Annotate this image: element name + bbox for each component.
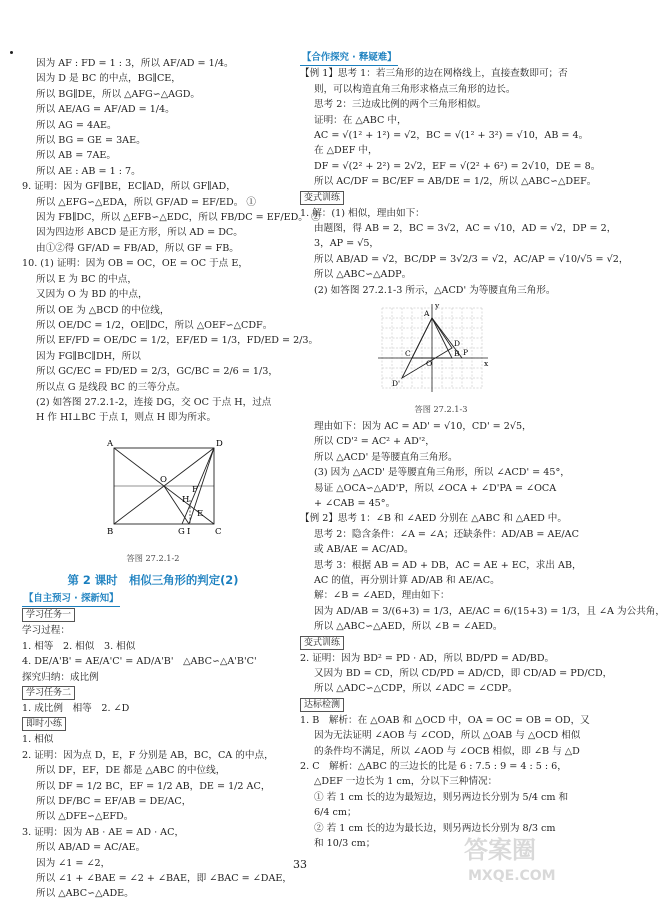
label-O: O: [160, 474, 167, 485]
text-line: 思考 2：隐含条件：∠A = ∠A；还缺条件：AD/AB = AE/AC: [314, 528, 579, 540]
grid-label-B: B: [454, 349, 460, 359]
text-line: 6/4 cm；: [314, 807, 357, 819]
text-line: 因为 ∠1 = ∠2，: [36, 857, 111, 869]
text-line: 理由如下：因为 AC = AD' = √10，CD' = 2√5，: [314, 420, 532, 432]
grid-label-C: C: [405, 349, 411, 359]
figure-27-2-1-2: [22, 430, 284, 567]
label-A: A: [107, 438, 114, 449]
text-line: 所以 △ABC∽△AED，所以 ∠B = ∠AED。: [314, 621, 503, 633]
text-line: 10. (1) 证明：因为 OB = OC，OE = OC 于点 E，: [22, 258, 248, 270]
text-line: 1. B 解析：在 △OAB 和 △OCD 中，OA = OC = OB = OD，又: [300, 714, 590, 726]
text-line: 所以 AE/AG = AF/AD = 1/4。: [36, 104, 175, 116]
text-line: 1. 解：(1) 相似，理由如下：: [300, 207, 425, 219]
label-G: G: [178, 526, 185, 537]
text-line: 【例 2】思考 1：∠B 和 ∠AED 分别在 △ABC 和 △AED 中。: [300, 513, 567, 525]
text-line: + ∠CAB = 45°。: [314, 497, 396, 509]
label-I: I: [187, 526, 191, 537]
label-C: C: [215, 526, 222, 537]
grid-label-D-prime: D': [392, 379, 401, 389]
text-line: 思考 3：根据 AB = AD + DB，AC = AE + EC，求出 AB，: [314, 559, 582, 571]
grid-label-A: A: [424, 309, 430, 319]
label-D: D: [216, 438, 223, 449]
text-line: 1. 相似: [22, 734, 54, 746]
text-line: 所以 AE : AB = 1 : 7。: [36, 165, 141, 177]
text-line: 所以 △ABC∽△ADE。: [36, 888, 134, 900]
section-explore-tag: 【合作探究 · 释疑难】: [300, 50, 398, 66]
text-line: 1. 相等 2. 相似 3. 相似: [22, 640, 136, 652]
text-line: 的条件均不满足，所以 ∠AOD 与 ∠OCB 相似，即 ∠B 与 △D: [314, 745, 580, 757]
text-line: AC 的值，再分别计算 AD/AB 和 AE/AC。: [314, 574, 500, 586]
text-line: 所以 DF/BC = EF/AB = DE/AC，: [36, 796, 192, 808]
watermark-logo: [458, 826, 578, 886]
text-line: 由①②得 GF/AD = FB/AD，所以 GF = FB。: [36, 242, 239, 254]
text-line: 则，可以构造直角三角形求格点三角形的边长。: [314, 83, 516, 95]
label-H: H: [182, 494, 190, 505]
text-line: 因为 AD/AB = 3/(6+3) = 1/3，AE/AC = 6/(15+3) = 1/3，且 ∠A 为公共角，: [314, 605, 665, 617]
text-line: 因为无法证明 ∠AOB 与 ∠COD，所以 △OAB 与 △OCD 相似: [314, 730, 581, 742]
text-line: (2) 如答图 27.2.1-3 所示，△ACD' 为等腰直角三角形。: [314, 284, 556, 296]
text-line: 所以 AG = 4AE。: [36, 119, 117, 131]
text-line: DF = √(2² + 2²) = 2√2，EF = √(2² + 6²) = 2√10，DE = 8。: [314, 160, 601, 172]
text-line: 因为 AF : FD = 1 : 3，所以 AF/AD = 1/4。: [36, 58, 234, 69]
grid-label-x: x: [484, 359, 489, 369]
lesson-title: 第 2 课时 相似三角形的判定(2): [67, 572, 239, 587]
text-line: (2) 如答图 27.2.1-2，连接 DG，交 OC 于点 H，过点: [36, 396, 272, 408]
text-line: 3，AP = √5，: [314, 238, 380, 250]
text-line: 证明：在 △ABC 中，: [314, 114, 407, 126]
grid-label-P: P: [463, 348, 469, 358]
text-line: 学习任务一: [22, 607, 284, 623]
text-line: 所以 △ACD' 是等腰直角三角形。: [314, 451, 458, 463]
grid-label-O: O: [426, 359, 433, 369]
text-line: 2. 证明：因为点 D，E，F 分别是 AB，BC，CA 的中点，: [22, 749, 274, 761]
text-line: ① 若 1 cm 长的边为最短边，则另两边长分别为 5/4 cm 和: [314, 791, 569, 803]
text-line: 即时小练: [22, 716, 284, 732]
text-line: 所以 DF = 1/2 BC，EF = 1/2 AB，DE = 1/2 AC，: [36, 780, 271, 792]
text-line: 学习任务二: [22, 685, 284, 701]
text-line: △DEF 一边长为 1 cm，分以下三种情况：: [314, 776, 498, 788]
grid-label-y: y: [435, 301, 440, 311]
text-line: 达标检测: [300, 697, 582, 713]
text-line: 所以 △ABC∽△ADP。: [314, 269, 412, 281]
text-line: 4. DE/A'B' = AE/A'C' = AD/A'B' △ABC∽△A'B'C': [22, 656, 257, 668]
text-line: 2. C 解析：△ABC 的三边长的比是 6 : 7.5 : 9 = 4 : 5 : 6，: [300, 761, 567, 773]
text-line: 所以点 G 是线段 BC 的三等分点。: [36, 381, 186, 393]
text-line: 变式训练: [300, 635, 582, 651]
text-line: 【例 1】思考 1：若三角形的边在网格线上，直接查数即可；否: [300, 68, 568, 80]
text-line: 思考 2：三边成比例的两个三角形相似。: [314, 99, 487, 111]
text-line: 所以 AB = 7AE。: [36, 150, 116, 162]
text-line: 所以 CD'² = AC² + AD'²，: [314, 436, 435, 448]
section-preview-tag: 【自主预习 · 探新知】: [22, 591, 120, 607]
text-line: 易证 △OCA∽△AD'P，所以 ∠OCA + ∠D'PA = ∠OCA: [314, 482, 557, 494]
figure-caption: 答图 27.2.1-2: [126, 553, 180, 564]
triangle-acd: [402, 318, 452, 378]
figure-27-2-1-3: [300, 302, 582, 417]
text-line: 所以 AC/DF = BC/EF = AB/DE = 1/2，所以 △ABC∽△DEF。: [314, 176, 597, 188]
right-solution-lines: [300, 419, 665, 852]
segment-oe: [164, 486, 189, 524]
text-line: 因为 D 是 BC 的中点，BG∥CE，: [36, 73, 181, 85]
label-F: F: [192, 484, 198, 495]
text-line: AC = √(1² + 1²) = √2，BC = √(1² + 3²) = √10，AB = 4。: [314, 130, 589, 142]
text-line: 所以 AB/AD = √2，BC/DP = 3√2/3 = √2，AC/AP = √10/√5 = √2，: [314, 253, 629, 265]
grid-label-D: D: [454, 339, 461, 349]
text-line: 因为 FB∥DC，所以 △EFB∽△EDC，所以 FB/DC = EF/ED。 ②: [36, 212, 321, 224]
text-line: 9. 证明：因为 GF∥BE，EC∥AD，所以 GF∥AD，: [22, 181, 236, 193]
geometry-figure: [22, 430, 284, 548]
text-line: 又因为 BD = CD，所以 CD/PD = AD/CD，即 CD/AD = PD/CD，: [314, 668, 613, 679]
text-line: 所以 DF，EF，DE 都是 △ABC 的中位线，: [36, 765, 226, 777]
text-line: 所以 BG = GE = 3AE。: [36, 135, 146, 147]
left-solution-lines: [22, 56, 321, 426]
text-line: 所以 AB/AD = AC/AE。: [36, 842, 146, 854]
text-line: 所以 △ADC∽△CDP，所以 ∠ADC = ∠CDP。: [314, 683, 518, 695]
label-B: B: [107, 526, 114, 537]
text-line: (3) 因为 △ACD' 是等腰直角三角形，所以 ∠ACD' = 45°，: [314, 467, 570, 479]
text-line: 由题图，得 AB = 2，BC = 3√2，AC = √10，AD = √2，DP = 2，: [314, 223, 617, 235]
text-line: 学习过程：: [22, 625, 70, 637]
grid-figure: [300, 302, 582, 398]
stray-dot: [10, 51, 13, 54]
right-example-lines: [300, 66, 629, 298]
label-E: E: [197, 508, 204, 519]
text-line: 因为四边形 ABCD 是正方形，所以 AD = DC。: [36, 227, 243, 239]
text-line: 所以 ∠1 + ∠BAE = ∠2 + ∠BAE，即 ∠BAC = ∠DAE，: [36, 873, 292, 885]
text-line: 或 AB/AE = AC/AD。: [314, 544, 414, 556]
text-line: 探究归纳：成比例: [22, 671, 99, 683]
text-line: ② 若 1 cm 长的边为最长边，则另两边长分别为 8/3 cm: [314, 822, 556, 834]
watermark-text-bottom: MXQE.COM: [468, 868, 556, 884]
text-line: 2. 证明：因为 BD² = PD · AD，所以 BD/PD = AD/BD。: [300, 652, 555, 664]
text-line: 3. 证明：因为 AB · AE = AD · AC，: [22, 826, 185, 838]
text-line: 解：∠B = ∠AED，理由如下：: [314, 590, 450, 602]
text-line: 因为 FG∥BC∥DH，所以: [36, 350, 141, 362]
text-line: 在 △DEF 中，: [314, 145, 378, 157]
text-line: 和 10/3 cm；: [314, 838, 376, 850]
figure-caption-2: 答图 27.2.1-3: [414, 403, 468, 414]
text-line: 变式训练: [300, 190, 582, 206]
text-line: 所以 BG∥DE，所以 △AFG∽△AGD。: [36, 88, 201, 100]
text-line: 所以 OE/DC = 1/2，OE∥DC，所以 △OEF∽△CDF。: [36, 319, 273, 331]
text-line: 所以 E 为 BC 的中点，: [36, 273, 137, 285]
text-line: 所以 △EFG∽△EDA，所以 GF/AD = EF/ED。 ①: [36, 196, 256, 208]
text-line: 又因为 O 为 BD 的中点，: [36, 289, 148, 301]
text-line: 所以 GC/EC = FD/ED = 2/3，GC/BC = 2/6 = 1/3，: [36, 366, 278, 378]
text-line: 所以 OE 为 △BCD 的中位线，: [36, 304, 170, 316]
text-line: 1. 成比例 相等 2. ∠D: [22, 703, 130, 714]
text-line: 所以 EF/FD = OE/DC = 1/2，EF/ED = 1/3，FD/ED = 2/3。: [36, 335, 319, 347]
page-number: 33: [293, 858, 307, 871]
text-line: 所以 △DFE∽△EFD。: [36, 811, 134, 823]
text-line: H 作 HI⊥BC 于点 I，则点 H 即为所求。: [36, 412, 217, 424]
right-column: [300, 50, 665, 851]
watermark-text-top: 答案圈: [464, 836, 536, 864]
